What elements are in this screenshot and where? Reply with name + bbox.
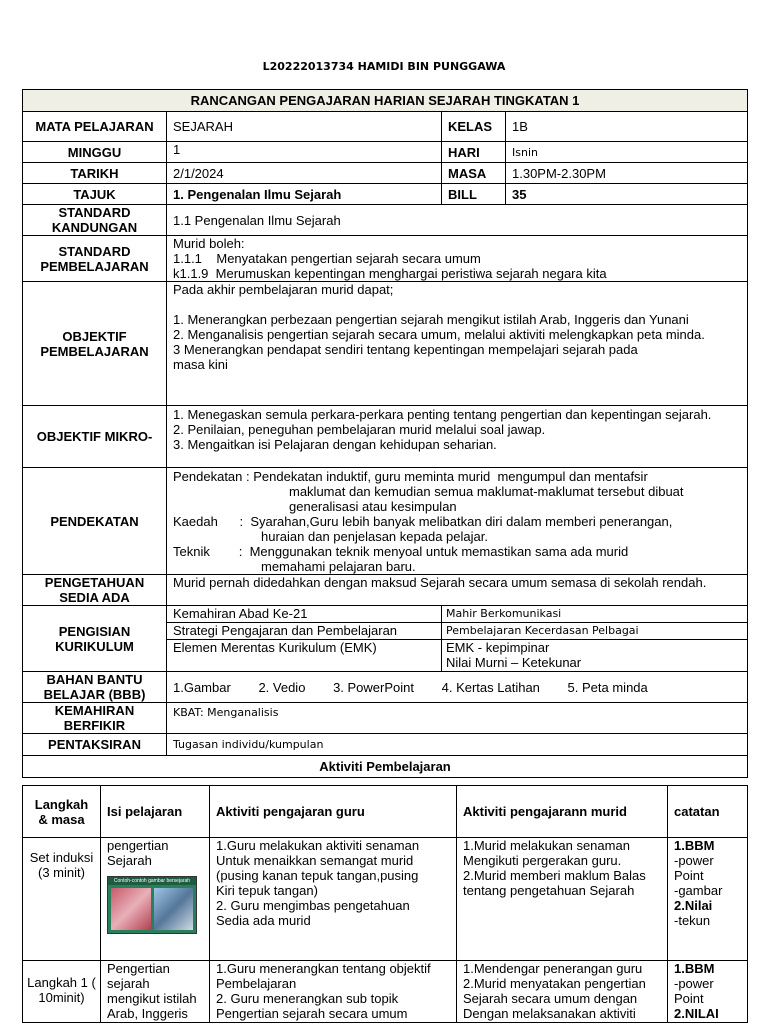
pengisian-left: Strategi Pengajaran dan Pembelajaran (167, 623, 442, 639)
murid-line: Dengan melaksanakan aktiviti (463, 1006, 636, 1021)
guru-cell (210, 961, 457, 1023)
standard-kandungan-label: STANDARD KANDUNGAN (23, 205, 167, 236)
guru-line: Pembelajaran (216, 976, 297, 991)
document-header: L20222013734 HAMIDI BIN PUNGGAWA (262, 60, 506, 73)
kelas-value: 1B (506, 112, 748, 142)
pengisian-label: PENGISIAN KURIKULUM (23, 606, 167, 672)
bill-label: BILL (442, 184, 506, 205)
pendekatan-line: maklumat dan kemudian semua maklumat-maklumat tersebut dibuat (289, 484, 684, 499)
murid-line: 2.Murid menyatakan pengertian (463, 976, 646, 991)
pengisian-right: Mahir Berkomunikasi (446, 607, 562, 620)
tarikh-value: 2/1/2024 (167, 163, 442, 184)
bbb-item: 2. Vedio (258, 679, 306, 695)
thumbnail-picture (154, 888, 194, 930)
catatan-line: -tekun (674, 913, 711, 928)
murid-line: Mengikuti pergerakan guru. (463, 853, 622, 868)
kemahiran-value: KBAT: Menganalisis (167, 703, 748, 734)
tajuk-value: 1. Pengenalan Ilmu Sejarah (167, 184, 442, 205)
minggu-label: MINGGU (23, 142, 167, 163)
lesson-plan-table (22, 89, 748, 778)
objektif-value (167, 282, 748, 406)
catatan-line: 1.BBM (674, 961, 715, 976)
pengisian-right: EMK - kepimpinar (446, 640, 550, 655)
teknik-line: Teknik : Menggunakan teknik menyoal untuk memastikan sama ada murid (173, 544, 629, 559)
sp-line: Murid boleh: (173, 236, 245, 251)
sp-line: 1.1.1 Menyatakan pengertian sejarah secara umum (173, 251, 481, 266)
bill-value: 35 (506, 184, 748, 205)
objektif-item: 3 Menerangkan pendapat sendiri tentang kepentingan mempelajari sejarah pada masa kini (173, 342, 638, 372)
minggu-value: 1 (167, 142, 442, 163)
objektif-item: 1. Menerangkan perbezaan pengertian sejarah mengikut istilah Arab, Inggeris dan Yunani (173, 312, 689, 327)
tajuk-label: TAJUK (23, 184, 167, 205)
guru-line: Kiri tepuk tangan) (216, 883, 318, 898)
pendekatan-line: generalisasi atau kesimpulan (289, 499, 457, 514)
tarikh-label: TARIKH (23, 163, 167, 184)
header-isi: Isi pelajaran (101, 786, 210, 838)
teknik-line: memahami pelajaran baru. (261, 559, 416, 574)
catatan-line: -power Point (674, 976, 714, 1006)
pendekatan-label: PENDEKATAN (23, 468, 167, 575)
kelas-label: KELAS (442, 112, 506, 142)
murid-cell (457, 961, 668, 1023)
catatan-line: 2.Nilai (674, 898, 713, 913)
header-murid: Aktiviti pengajarann murid (457, 786, 668, 838)
isi-cell: Pengertian sejarah mengikut istilah Arab, Inggeris (101, 961, 210, 1023)
murid-line: tentang pengetahuan Sejarah (463, 883, 635, 898)
bbb-item: 1.Gambar (173, 679, 231, 695)
pendekatan-line: Pendekatan : Pendekatan induktif, guru meminta murid mengumpul dan mentafsir (173, 469, 648, 484)
sp-line: k1.1.9 Merumuskan kepentingan menghargai peristiwa sejarah negara kita (173, 266, 607, 281)
pengisian-value (167, 606, 748, 672)
pentaksiran-value: Tugasan individu/kumpulan (167, 734, 748, 756)
pengisian-right: Nilai Murni – Ketekunar (446, 655, 582, 670)
mata-pelajaran-value: SEJARAH (167, 112, 442, 142)
aktiviti-title: Aktiviti Pembelajaran (23, 756, 748, 778)
historical-pictures-thumbnail (107, 876, 197, 934)
bbb-label: BAHAN BANTU BELAJAR (BBB) (23, 672, 167, 703)
objektif-label: OBJEKTIF PEMBELAJARAN (23, 282, 167, 406)
thumbnail-picture (111, 888, 151, 930)
kemahiran-label: KEMAHIRAN BERFIKIR (23, 703, 167, 734)
bbb-value (167, 672, 748, 703)
standard-kandungan-value: 1.1 Pengenalan Ilmu Sejarah (167, 205, 748, 236)
isi-cell (101, 838, 210, 961)
bbb-item: 5. Peta minda (567, 679, 648, 695)
mikro-item: 3. Mengaitkan isi Pelajaran dengan kehidupan seharian. (173, 437, 497, 452)
catatan-line: -power Point (674, 853, 714, 883)
guru-line: 1.Guru menerangkan tentang objektif (216, 961, 431, 976)
murid-line: 1.Murid melakukan senaman (463, 838, 630, 853)
guru-line: (pusing kanan tepuk tangan,pusing (216, 868, 419, 883)
murid-line: Sejarah secara umum dengan (463, 991, 638, 1006)
pengetahuan-value: Murid pernah didedahkan dengan maksud Sejarah secara umum semasa di sekolah rendah. (167, 575, 748, 606)
catatan-cell (668, 961, 748, 1023)
guru-line: Pengertian sejarah secara umum (216, 1006, 408, 1021)
standard-pembelajaran-label: STANDARD PEMBELAJARAN (23, 236, 167, 282)
guru-line: Untuk menaikkan semangat murid (216, 853, 414, 868)
pengetahuan-label: PENGETAHUAN SEDIA ADA (23, 575, 167, 606)
objektif-intro: Pada akhir pembelajaran murid dapat; (173, 282, 394, 297)
pengisian-right: Pembelajaran Kecerdasan Pelbagai (446, 624, 639, 637)
masa-value: 1.30PM-2.30PM (506, 163, 748, 184)
header-langkah: Langkah & masa (23, 786, 101, 838)
activities-table (22, 785, 748, 1023)
guru-line: 1.Guru melakukan aktiviti senaman (216, 838, 420, 853)
murid-line: 2.Murid memberi maklum Balas (463, 868, 646, 883)
objektif-item: 2. Menganalisis pengertian sejarah secara umum, melalui aktiviti melengkapkan peta minda. (173, 327, 705, 342)
guru-line: Sedia ada murid (216, 913, 311, 928)
hari-label: HARI (442, 142, 506, 163)
header-catatan: catatan (668, 786, 748, 838)
thumbnail-caption: Contoh-contoh gambar bersejarah (108, 877, 196, 885)
pendekatan-value (167, 468, 748, 575)
catatan-line: 1.BBM (674, 838, 715, 853)
mikro-item: 2. Penilaian, peneguhan pembelajaran murid melalui soal jawap. (173, 422, 546, 437)
bbb-item: 4. Kertas Latihan (441, 679, 540, 695)
pentaksiran-label: PENTAKSIRAN (23, 734, 167, 756)
pengisian-left: Elemen Merentas Kurikulum (EMK) (167, 640, 442, 671)
langkah-cell: Set induksi (3 minit) (23, 838, 101, 961)
mikro-item: 1. Menegaskan semula perkara-perkara penting tentang pengertian dan kepentingan sejarah. (173, 407, 712, 422)
table-row (23, 961, 748, 1023)
kaedah-line: huraian dan penjelasan kepada pelajar. (261, 529, 488, 544)
murid-line: 1.Mendengar penerangan guru (463, 961, 643, 976)
mata-pelajaran-label: MATA PELAJARAN (23, 112, 167, 142)
standard-pembelajaran-value (167, 236, 748, 282)
masa-label: MASA (442, 163, 506, 184)
catatan-cell (668, 838, 748, 961)
objektif-mikro-value (167, 406, 748, 468)
guru-cell (210, 838, 457, 961)
catatan-line: -gambar (674, 883, 723, 898)
objektif-mikro-label: OBJEKTIF MIKRO- (23, 406, 167, 468)
catatan-line: 2.NILAI (674, 1006, 719, 1021)
murid-cell (457, 838, 668, 961)
isi-text: pengertian Sejarah (107, 838, 169, 868)
bbb-item: 3. PowerPoint (333, 679, 414, 695)
kaedah-line: Kaedah : Syarahan,Guru lebih banyak melibatkan diri dalam memberi penerangan, (173, 514, 673, 529)
table-row (23, 838, 748, 961)
pengisian-left: Kemahiran Abad Ke-21 (167, 606, 442, 622)
langkah-cell: Langkah 1 ( 10minit) (23, 961, 101, 1023)
guru-line: 2. Guru menerangkan sub topik (216, 991, 399, 1006)
header-guru: Aktiviti pengajaran guru (210, 786, 457, 838)
plan-title: RANCANGAN PENGAJARAN HARIAN SEJARAH TINGKATAN 1 (23, 90, 748, 112)
guru-line: 2. Guru mengimbas pengetahuan (216, 898, 410, 913)
hari-value: Isnin (506, 142, 748, 163)
